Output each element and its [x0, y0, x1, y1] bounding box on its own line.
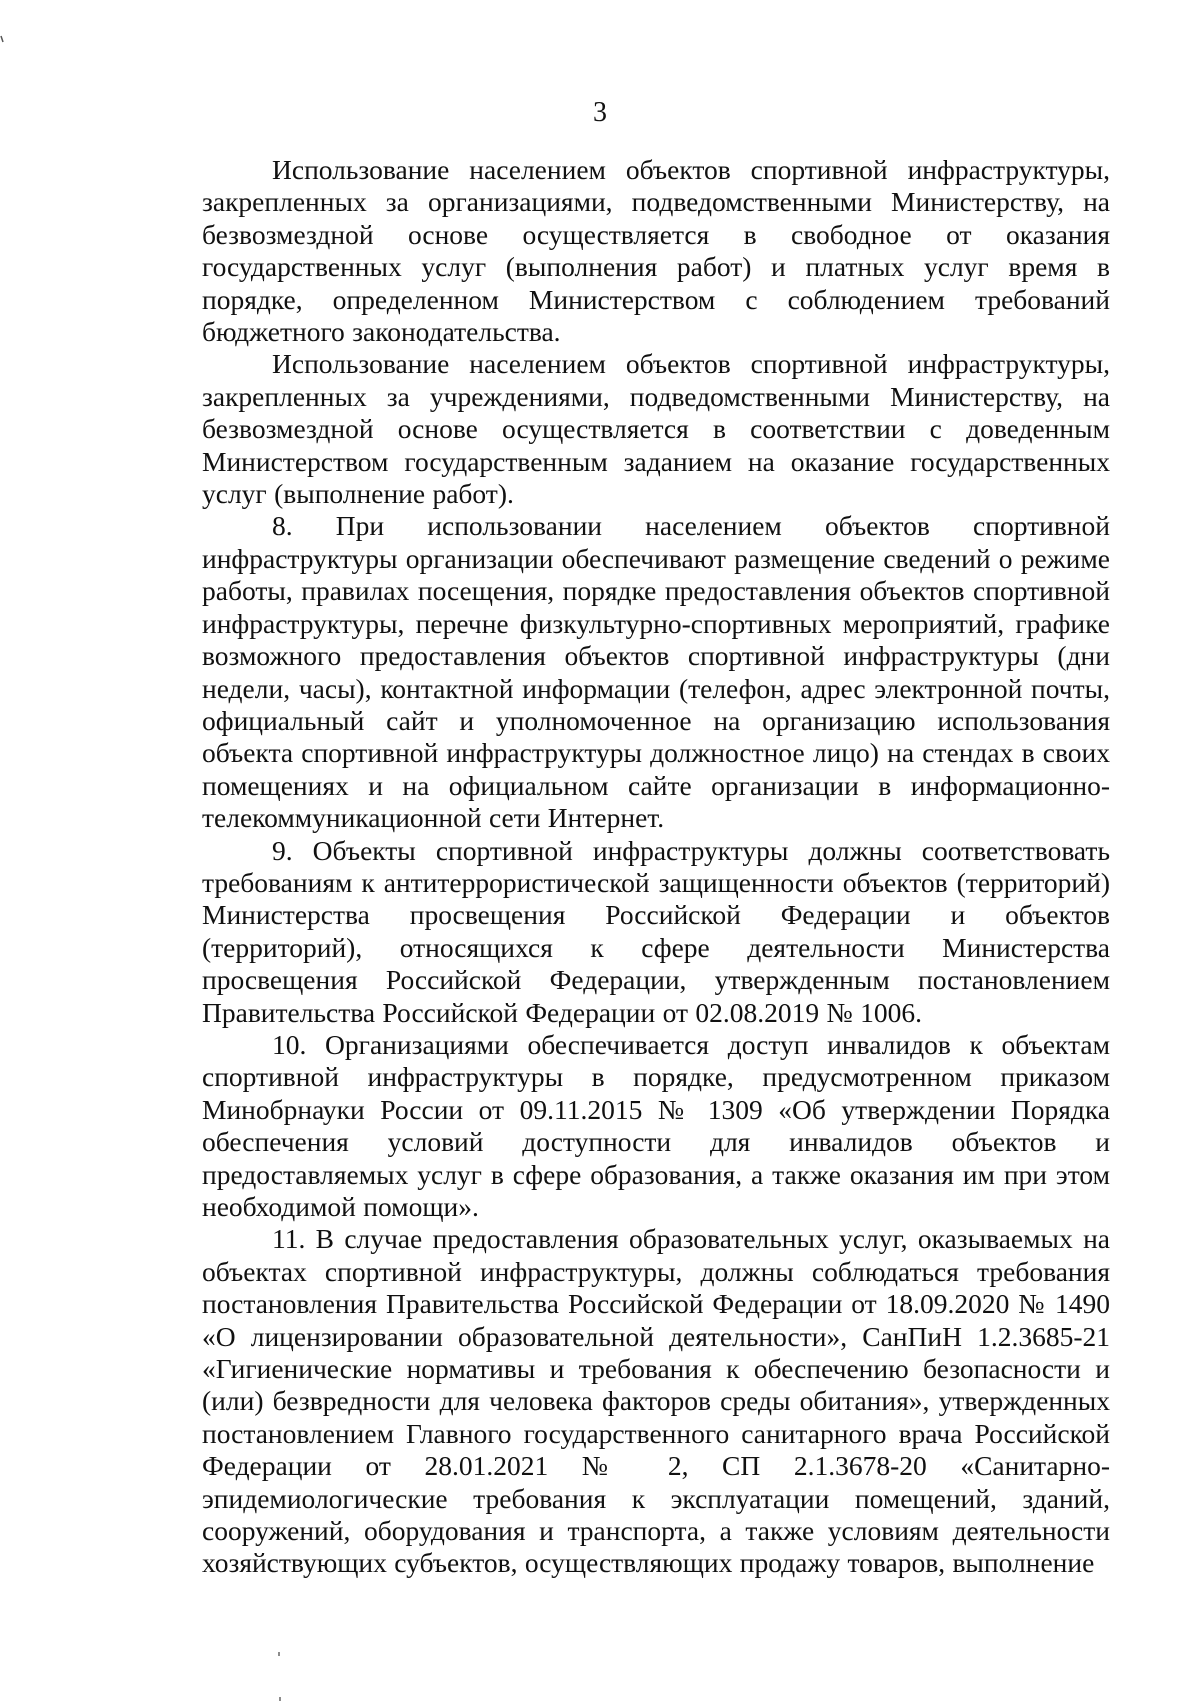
scan-mark-top-left [1, 36, 3, 42]
page-number: 3 [593, 97, 607, 128]
document-body [202, 154, 1110, 1580]
paragraph-item-10: 10. Организациями обеспечивается доступ инвалидов к объектам спортивной инфраструктуры в порядке, предусмотренном приказом Минобрнауки России от 09.11.2015 № 1309 «Об утверждении Порядка обеспечения условий доступности для инвалидов объектов и предоставляемых услуг в сфере образования, а также оказания им при этом необходимой помощи». [202, 1028, 1110, 1222]
paragraph-usage-organizations: Использование населением объектов спортивной инфраструктуры, закрепленных за организациями, подведомственными Министерству, на безвозмездной основе осуществляется в свободное от оказания государственных услуг (выполнения работ) и платных услуг время в порядке, определенном Министерством с соблюдением требований бюджетного законодательства. [202, 154, 1110, 348]
paragraph-usage-institutions: Использование населением объектов спортивной инфраструктуры, закрепленных за учреждениями, подведомственными Министерству, на безвозмездной основе осуществляется в соответствии с доведенным Министерством государственным заданием на оказание государственных услуг (выполнение работ). [202, 348, 1110, 510]
paragraph-item-9: 9. Объекты спортивной инфраструктуры должны соответствовать требованиям к антитеррористической защищенности объектов (территорий) Министерства просвещения Российской Федерации и объектов (территорий), относящихся к сфере деятельности Министерства просвещения Российской Федерации, утвержденным постановлением Правительства Российской Федерации от 02.08.2019 № 1006. [202, 834, 1110, 1028]
paragraph-item-11: 11. В случае предоставления образовательных услуг, оказываемых на объектах спортивной инфраструктуры, должны соблюдаться требования постановления Правительства Российской Федерации от 18.09.2020 № 1490 «О лицензировании образовательной деятельности», СанПиН 1.2.3685-21 «Гигиенические нормативы и требования к обеспечению безопасности и (или) безвредности для человека факторов среды обитания», утвержденных постановлением Главного государственного санитарного врача Российской Федерации от 28.01.2021 № 2, СП 2.1.3678-20 «Санитарно-эпидемиологические требования к эксплуатации помещений, зданий, сооружений, оборудования и транспорта, а также условиям деятельности хозяйствующих субъектов, осуществляющих продажу товаров, выполнение [202, 1223, 1110, 1579]
paragraph-item-8: 8. При использовании населением объектов спортивной инфраструктуры организации обеспечивают размещение сведений о режиме работы, правилах посещения, порядке предоставления объектов спортивной инфраструктуры, перечне физкультурно-спортивных мероприятий, графике возможного предоставления объектов спортивной инфраструктуры (дни недели, часы), контактной информации (телефон, адрес электронной почты, официальный сайт и уполномоченное на организацию использования объекта спортивной инфраструктуры должностное лицо) на стендах в своих помещениях и на официальном сайте организации в информационно-телекоммуникационной сети Интернет. [202, 510, 1110, 834]
